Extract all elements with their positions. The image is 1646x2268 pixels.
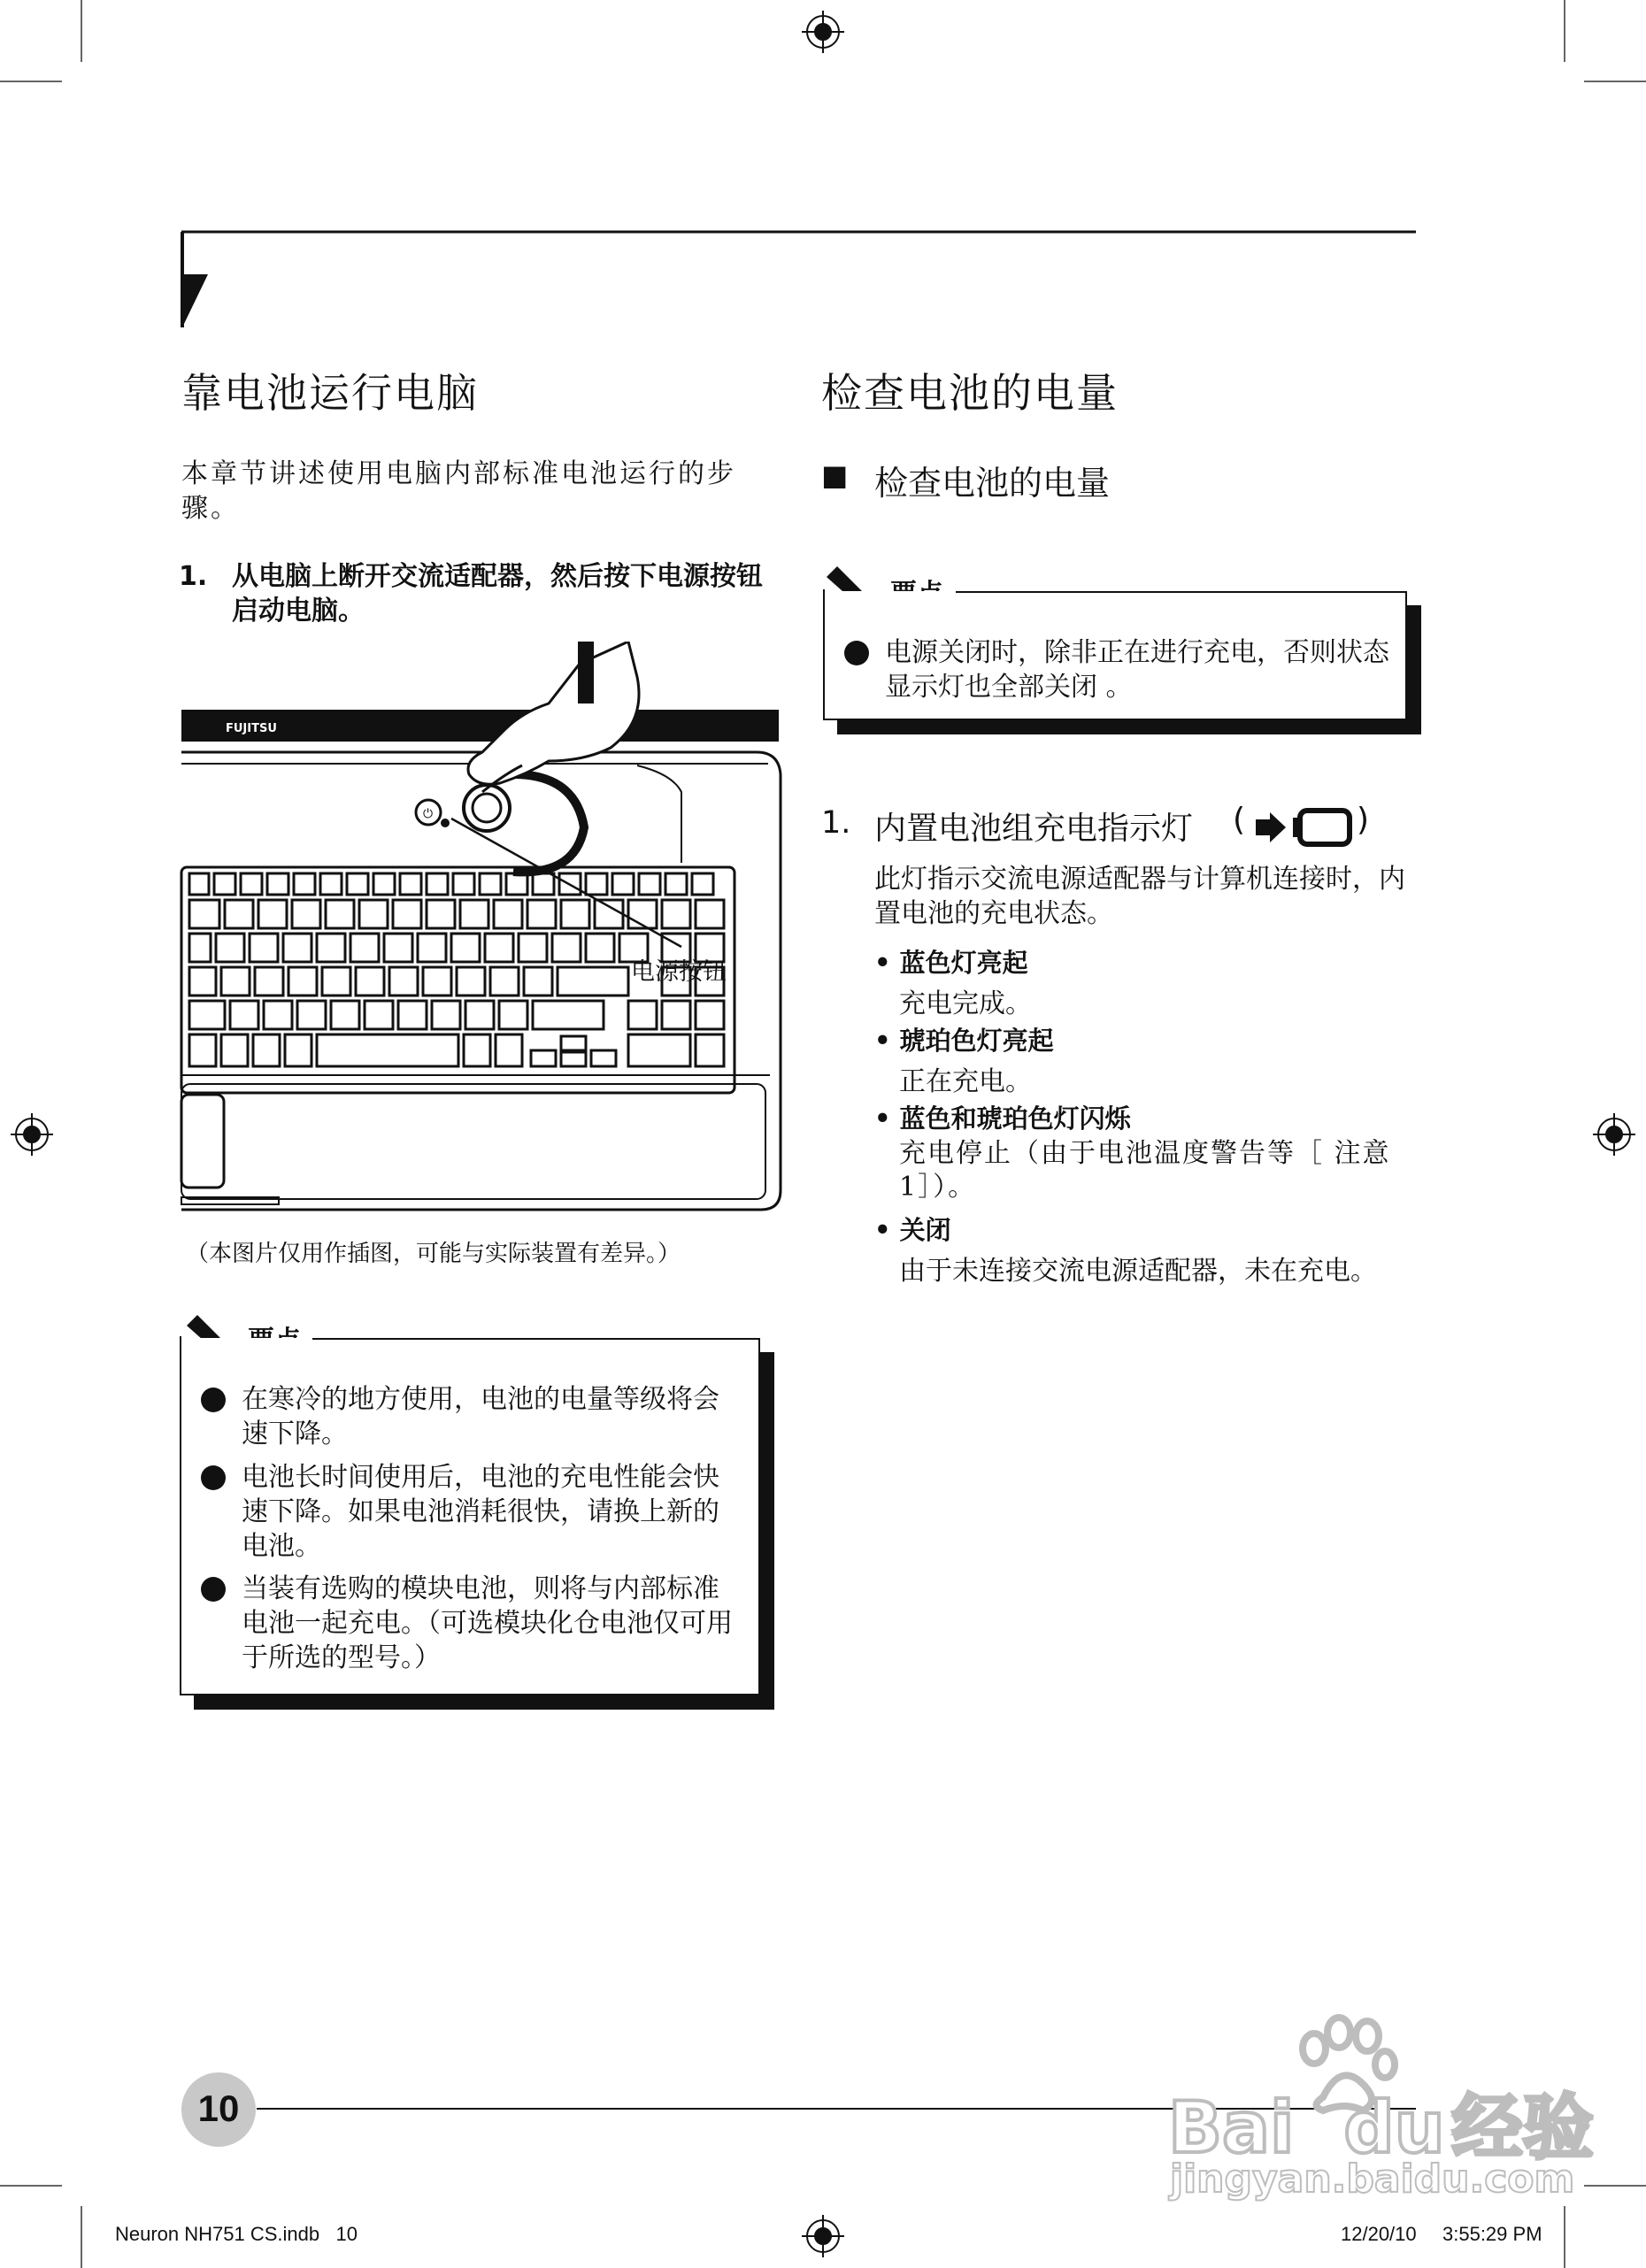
status-item xyxy=(874,1099,1414,1211)
right-note-box xyxy=(823,591,1407,720)
footer-date: 12/20/10 xyxy=(1341,2223,1417,2245)
registration-mark-bottom xyxy=(802,2215,844,2257)
left-section-title: 靠电池运行电脑 xyxy=(181,369,479,417)
registration-mark-top xyxy=(802,11,844,53)
laptop-brand-logo: FUJITSU xyxy=(226,722,277,735)
right-note-top-line xyxy=(956,591,1405,593)
bullet-dot xyxy=(201,1465,226,1490)
watermark-url: jingyan.baidu.com xyxy=(1170,2157,1575,2202)
status-item xyxy=(874,1021,1414,1099)
keyboard-row-1 xyxy=(189,873,713,895)
footer-file-info: Neuron NH751 CS.indb 10 xyxy=(115,2223,358,2245)
keyboard-row-5 xyxy=(189,1001,724,1029)
status-list xyxy=(874,943,1414,1288)
status-item xyxy=(874,1211,1414,1288)
laptop-illustration xyxy=(177,642,796,1217)
status-text: 正在充电。 xyxy=(899,1066,1032,1097)
status-head: • 琥珀色灯亮起 xyxy=(874,1026,1054,1056)
svg-text:⏻: ⏻ xyxy=(423,807,434,821)
figure-caption: （本图片仅用作插图，可能与实际装置有差异。） xyxy=(186,1241,681,1267)
left-note-item-2: 电池长时间使用后，电池的充电性能会快速下降。如果电池消耗很快，请换上新的电池。 xyxy=(242,1462,719,1562)
right-section-title: 检查电池的电量 xyxy=(821,369,1119,417)
left-note-item-3: 当装有选购的模块电池，则将与内部标准电池一起充电。（可选模块化仓电池仅可用于所选的型号。） xyxy=(242,1573,733,1673)
left-note-item-1: 在寒冷的地方使用，电池的电量等级将会速下降。 xyxy=(242,1384,719,1449)
right-subtitle: 检查电池的电量 xyxy=(874,464,1111,503)
right-step1-desc: 此灯指示交流电源适配器与计算机连接时，内置电池的充电状态。 xyxy=(874,864,1405,929)
watermark-brand-du: du xyxy=(1343,2087,1445,2169)
bullet-dot: • xyxy=(874,1026,900,1056)
status-item xyxy=(874,943,1414,1021)
status-text: 充电停止（由于电池温度警告等［ 注意 1］）。 xyxy=(899,1138,1391,1203)
left-note-top-line xyxy=(312,1338,758,1340)
power-button xyxy=(416,774,584,872)
right-step1-paren-close: ) xyxy=(1357,802,1370,838)
status-head: • 关闭 xyxy=(874,1215,951,1245)
right-note-item-1: 电源关闭时，除非正在进行充电，否则状态显示灯也全部关闭 。 xyxy=(885,637,1389,703)
left-step1-number: 1. xyxy=(179,561,208,592)
left-intro-text: 本章节讲述使用电脑内部标准电池运行的步骤。 xyxy=(181,458,736,524)
right-note-left-line xyxy=(823,589,825,616)
power-button-label: 电源按钮 xyxy=(631,958,727,986)
bullet-dot: • xyxy=(874,1103,900,1134)
right-step1-number: 1. xyxy=(821,805,851,841)
footer-time: 3:55:29 PM xyxy=(1442,2223,1542,2245)
bullet-dot: • xyxy=(874,1215,900,1245)
registration-mark-left xyxy=(11,1113,53,1156)
left-step1-text: 从电脑上断开交流适配器，然后按下电源按钮启动电脑。 xyxy=(232,561,763,627)
header-rule xyxy=(181,232,1416,327)
status-text: 充电完成。 xyxy=(899,988,1032,1019)
bullet-dot xyxy=(844,641,869,665)
watermark-product: 经验 xyxy=(1451,2087,1594,2169)
left-note-left-line xyxy=(180,1336,181,1363)
page-number: 10 xyxy=(197,2087,240,2129)
bullet-dot: • xyxy=(874,948,900,978)
registration-mark-right xyxy=(1593,1113,1635,1156)
bullet-dot xyxy=(201,1577,226,1602)
page-number-badge xyxy=(181,2072,256,2147)
bullet-dot xyxy=(201,1388,226,1412)
keyboard-row-6 xyxy=(189,1034,724,1066)
watermark-brand-bai: Bai xyxy=(1168,2087,1295,2169)
battery-charge-icon xyxy=(1250,807,1357,848)
left-note-box xyxy=(180,1338,760,1695)
keyboard-row-2 xyxy=(189,900,724,928)
right-step1-label: 内置电池组充电指示灯 xyxy=(874,811,1194,847)
right-step1-paren-open: ( xyxy=(1233,802,1246,838)
status-head: • 蓝色和琥珀色灯闪烁 xyxy=(874,1103,1131,1134)
status-text: 由于未连接交流电源适配器，未在充电。 xyxy=(899,1256,1377,1287)
right-subtitle-marker: ■ xyxy=(821,458,849,492)
status-head: • 蓝色灯亮起 xyxy=(874,948,1028,978)
